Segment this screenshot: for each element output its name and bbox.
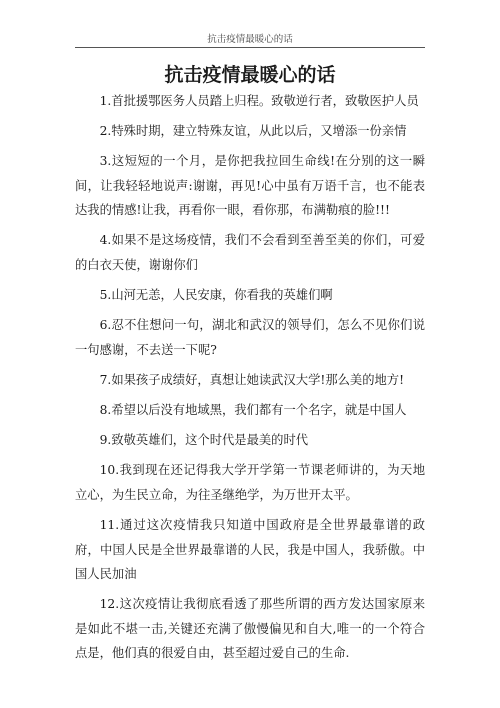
paragraph-8: 8.希望以后没有地域黑，我们都有一个名字，就是中国人 [99, 403, 407, 418]
document-body [75, 89, 425, 671]
paragraph-5: 5.山河无恙，人民安康，你看我的英雄们啊 [99, 288, 333, 303]
paragraph-4: 4.如果不是这场疫情，我们不会看到至善至美的你们，可爱的白衣天使，谢谢你们 [75, 233, 425, 273]
paragraph-10: 10.我到现在还记得我大学开学第一节课老师讲的，为天地立心，为生民立命，为往圣继绝学，为万世开太平。 [75, 463, 425, 502]
running-header: 抗击疫情最暖心的话 [207, 34, 293, 45]
paragraph-11: 11.通过这次疫情我只知道中国政府是全世界最靠谱的政府，中国人民是全世界最靠谱的人民，我是中国人，我骄傲。中国人民加油 [75, 517, 425, 582]
paragraph-12: 12.这次疫情让我彻底看透了那些所谓的西方发达国家原来是如此不堪一击,关键还充满了傲慢偏见和自大,唯一的一个符合点是，他们真的很爱自由，甚至超过爱自己的生命. [75, 597, 425, 661]
paragraph-7: 7.如果孩子成绩好，真想让她读武汉大学!那么美的地方! [99, 372, 405, 387]
paragraph-3: 3.这短短的一个月，是你把我拉回生命线!在分别的这一瞬间，让我轻轻地说声:谢谢，再见!心中虽有万语千言，也不能表达我的情感!让我，再看你一眼，看你那，布满勒痕的脸!!! [75, 154, 425, 218]
paragraph-1: 1.首批援鄂医务人员踏上归程。致敬逆行者，致敬医护人员 [99, 94, 419, 108]
header-divider [75, 47, 425, 48]
document-title: 抗击疫情最暖心的话 [164, 64, 336, 86]
paragraph-6: 6.忍不住想问一句，湖北和武汉的领导们，怎么不见你们说一句感谢，不去送一下呢? [75, 318, 425, 357]
paragraph-2: 2.特殊时期，建立特殊友谊，从此以后，又增添一份亲情 [99, 124, 407, 139]
paragraph-9: 9.致敬英雄们，这个时代是最美的时代 [99, 433, 309, 448]
